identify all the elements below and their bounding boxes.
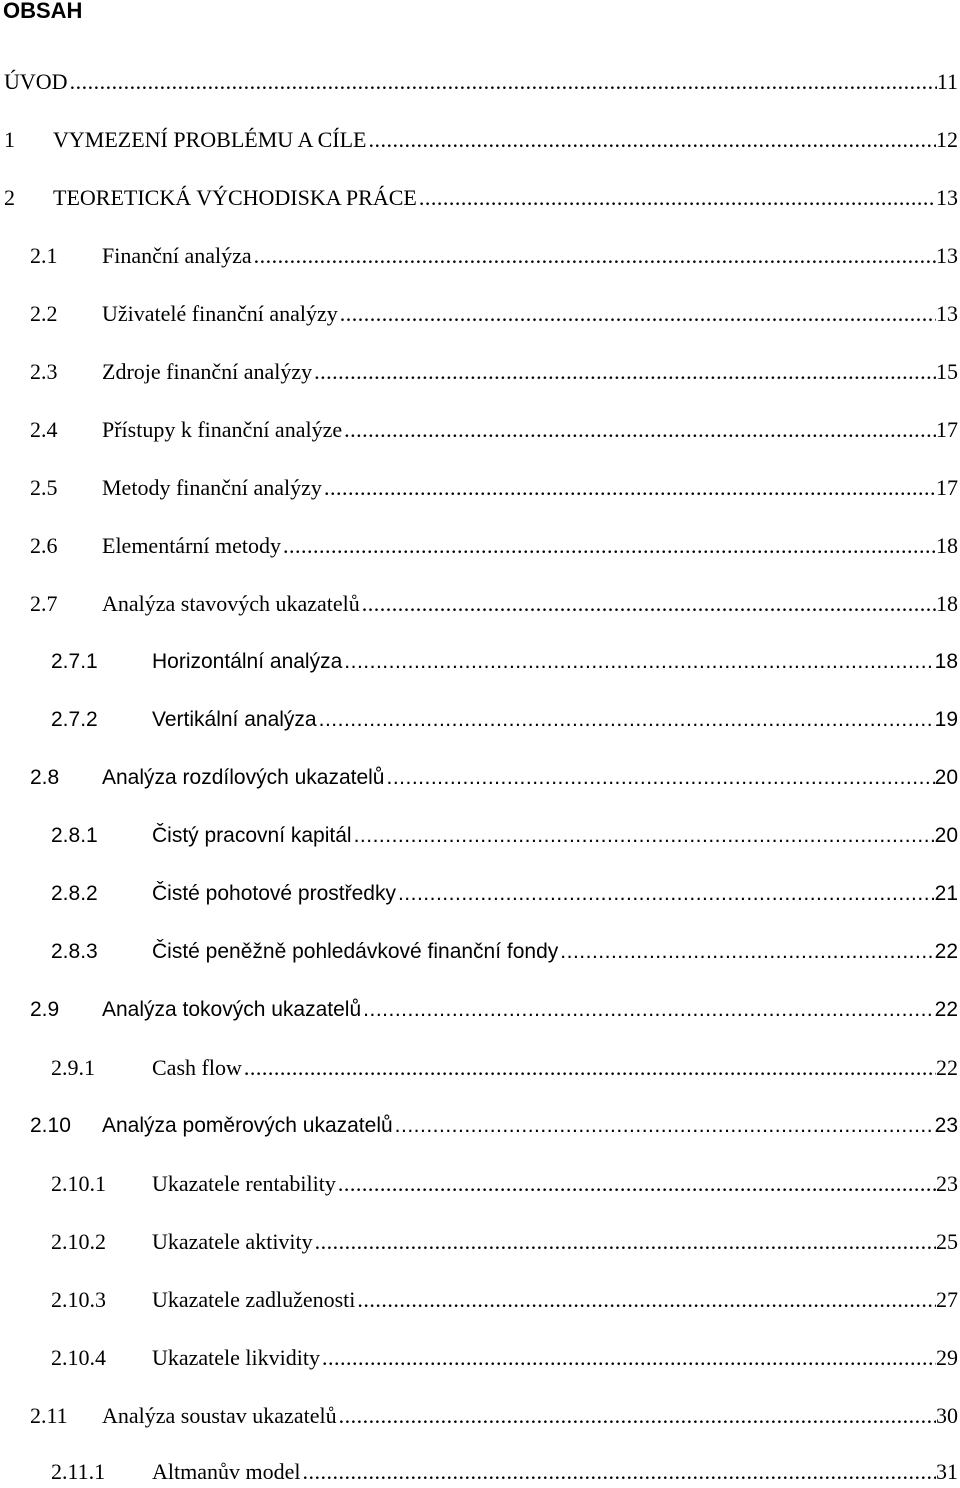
toc-page-number: 17: [936, 417, 958, 442]
toc-page-number: 13: [936, 185, 958, 210]
toc-section-number: 2.3: [30, 359, 58, 384]
toc-entry-title: Analýza soustav ukazatelů: [102, 1403, 337, 1428]
toc-leader: [338, 298, 936, 330]
toc-page-number: 31: [936, 1459, 958, 1484]
toc-page-number: 20: [934, 766, 958, 789]
toc-entry-title: Přístupy k finanční analýze: [102, 417, 343, 442]
toc-section-number: 2.7: [30, 591, 58, 616]
toc-section-number: 2.2: [30, 301, 58, 326]
toc-leader: [252, 240, 936, 272]
toc-entry-title: VYMEZENÍ PROBLÉMU A CÍLE: [53, 127, 367, 152]
toc-leader: [242, 1052, 936, 1084]
toc-leader: [312, 356, 936, 388]
toc-entry-2-7-1[interactable]: [0, 646, 960, 678]
toc-entry-2-7[interactable]: [0, 588, 960, 620]
toc-leader: [336, 1168, 936, 1200]
toc-entry-2[interactable]: [0, 182, 960, 214]
toc-leader: [355, 1284, 936, 1316]
toc-entry-title: Analýza poměrových ukazatelů: [102, 1114, 393, 1137]
toc-entry-2-5[interactable]: [0, 472, 960, 504]
toc-entry-2-4[interactable]: [0, 414, 960, 446]
toc-page-number: 13: [936, 243, 958, 268]
toc-section-number: 1: [4, 127, 15, 152]
toc-section-number: 2: [4, 185, 15, 210]
toc-entry-title: Uživatelé finanční analýzy: [102, 301, 338, 326]
toc-entry-2-3[interactable]: [0, 356, 960, 388]
toc-entry-2-8-2[interactable]: [0, 878, 960, 910]
toc-leader: [367, 124, 937, 156]
toc-leader: [342, 414, 936, 446]
toc-entry-2-10-4[interactable]: [0, 1342, 960, 1374]
toc-leader: [342, 646, 934, 678]
toc-entry-title: Čisté pohotové prostředky: [152, 882, 396, 905]
toc-entry-2-8-1[interactable]: [0, 820, 960, 852]
toc-leader: [558, 936, 934, 968]
toc-section-number: 2.8.3: [51, 940, 98, 963]
toc-page-number: 18: [936, 591, 958, 616]
toc-entry-2-10[interactable]: [0, 1110, 960, 1142]
toc-entry-2-9-1[interactable]: [0, 1052, 960, 1084]
toc-page-number: 13: [936, 301, 958, 326]
toc-entry-2-9[interactable]: [0, 994, 960, 1026]
toc-section-number: 2.10.1: [51, 1171, 106, 1196]
toc-page-number: 12: [936, 127, 958, 152]
toc-section-number: 2.10.4: [51, 1345, 106, 1370]
toc-entry-title: Metody finanční analýzy: [102, 475, 322, 500]
toc-entry-2-1[interactable]: [0, 240, 960, 272]
toc-entry-title: Ukazatele zadluženosti: [152, 1287, 356, 1312]
toc-page-number: 23: [934, 1114, 958, 1137]
toc-page-number: 30: [936, 1403, 958, 1428]
toc-page-number: 18: [934, 650, 958, 673]
toc-leader: [337, 1400, 936, 1432]
toc-entry-title: Analýza tokových ukazatelů: [102, 998, 362, 1021]
toc-page-number: 15: [936, 359, 958, 384]
toc-entry-2-11-1[interactable]: [0, 1456, 960, 1488]
toc-entry-2-8[interactable]: [0, 762, 960, 794]
toc-section-number: 2.9: [30, 998, 60, 1021]
toc-page-number: 22: [936, 1055, 958, 1080]
toc-entry-2-8-3[interactable]: [0, 936, 960, 968]
toc-entry-title: Analýza stavových ukazatelů: [102, 591, 360, 616]
toc-section-number: 2.5: [30, 475, 58, 500]
toc-section-number: 2.10.3: [51, 1287, 106, 1312]
toc-leader: [360, 588, 936, 620]
toc-page-number: 17: [936, 475, 958, 500]
toc-entry-title: Čistý pracovní kapitál: [152, 824, 352, 847]
toc-leader: [361, 994, 934, 1026]
toc-section-number: 2.4: [30, 417, 58, 442]
toc-page-number: 27: [936, 1287, 958, 1312]
toc-page-number: 29: [936, 1345, 958, 1370]
toc-page-number: 22: [934, 998, 958, 1021]
toc-section-number: 2.11.1: [51, 1459, 106, 1484]
toc-page-number: 21: [934, 882, 958, 905]
toc-entry-2-11[interactable]: [0, 1400, 960, 1432]
toc-section-number: 2.9.1: [51, 1055, 95, 1080]
toc-entry-uvod[interactable]: [0, 66, 960, 98]
toc-leader: [68, 66, 937, 98]
toc-section-number: 2.10: [30, 1114, 71, 1137]
toc-leader: [281, 530, 936, 562]
toc-entry-title: Analýza rozdílových ukazatelů: [102, 766, 385, 789]
toc-entry-title: Ukazatele rentability: [152, 1171, 336, 1196]
toc-page-number: 22: [934, 940, 958, 963]
toc-entry-title: ÚVOD: [4, 69, 68, 94]
toc-entry-2-7-2[interactable]: [0, 704, 960, 736]
toc-section-number: 2.10.2: [51, 1229, 106, 1254]
toc-section-number: 2.8.2: [51, 882, 98, 905]
toc-entry-title: Altmanův model: [152, 1459, 301, 1484]
toc-section-number: 2.7.1: [51, 650, 98, 673]
toc-leader: [352, 820, 935, 852]
toc-page-number: 18: [936, 533, 958, 558]
toc-section-number: 2.8.1: [51, 824, 98, 847]
toc-leader: [417, 182, 936, 214]
toc-entry-title: Zdroje finanční analýzy: [102, 359, 313, 384]
toc-leader: [313, 1226, 936, 1258]
toc-entry-title: TEORETICKÁ VÝCHODISKA PRÁCE: [53, 185, 417, 210]
toc-section-number: 2.8: [30, 766, 60, 789]
toc-page-number: 20: [934, 824, 958, 847]
toc-entry-title: Horizontální analýza: [152, 650, 343, 673]
toc-entry-title: Elementární metody: [102, 533, 281, 558]
toc-leader: [317, 704, 935, 736]
toc-entry-title: Cash flow: [152, 1055, 242, 1080]
toc-heading: OBSAH: [3, 0, 83, 23]
toc-section-number: 2.11: [30, 1403, 68, 1428]
toc-entry-1[interactable]: [0, 124, 960, 156]
toc-leader: [300, 1456, 936, 1488]
toc-entry-2-6[interactable]: [0, 530, 960, 562]
toc-entry-2-10-1[interactable]: [0, 1168, 960, 1200]
toc-page-number: 11: [936, 69, 958, 94]
toc-entry-title: Ukazatele likvidity: [152, 1345, 320, 1370]
toc-section-number: 2.7.2: [51, 708, 98, 731]
toc-page-number: 23: [936, 1171, 958, 1196]
toc-entry-title: Čisté peněžně pohledávkové finanční fondy: [152, 940, 559, 963]
toc-leader: [320, 1342, 936, 1374]
toc-leader: [322, 472, 936, 504]
toc-leader: [393, 1110, 935, 1142]
toc-page-number: 19: [934, 708, 958, 731]
toc-leader: [396, 878, 935, 910]
toc-entry-title: Finanční analýza: [102, 243, 252, 268]
toc-page-number: 25: [936, 1229, 958, 1254]
toc-entry-title: Ukazatele aktivity: [152, 1229, 313, 1254]
toc-entry-2-10-2[interactable]: [0, 1226, 960, 1258]
toc-entry-title: Vertikální analýza: [152, 708, 317, 731]
toc-section-number: 2.1: [30, 243, 58, 268]
toc-entry-2-10-3[interactable]: [0, 1284, 960, 1316]
toc-section-number: 2.6: [30, 533, 58, 558]
toc-leader: [385, 762, 935, 794]
toc-entry-2-2[interactable]: [0, 298, 960, 330]
